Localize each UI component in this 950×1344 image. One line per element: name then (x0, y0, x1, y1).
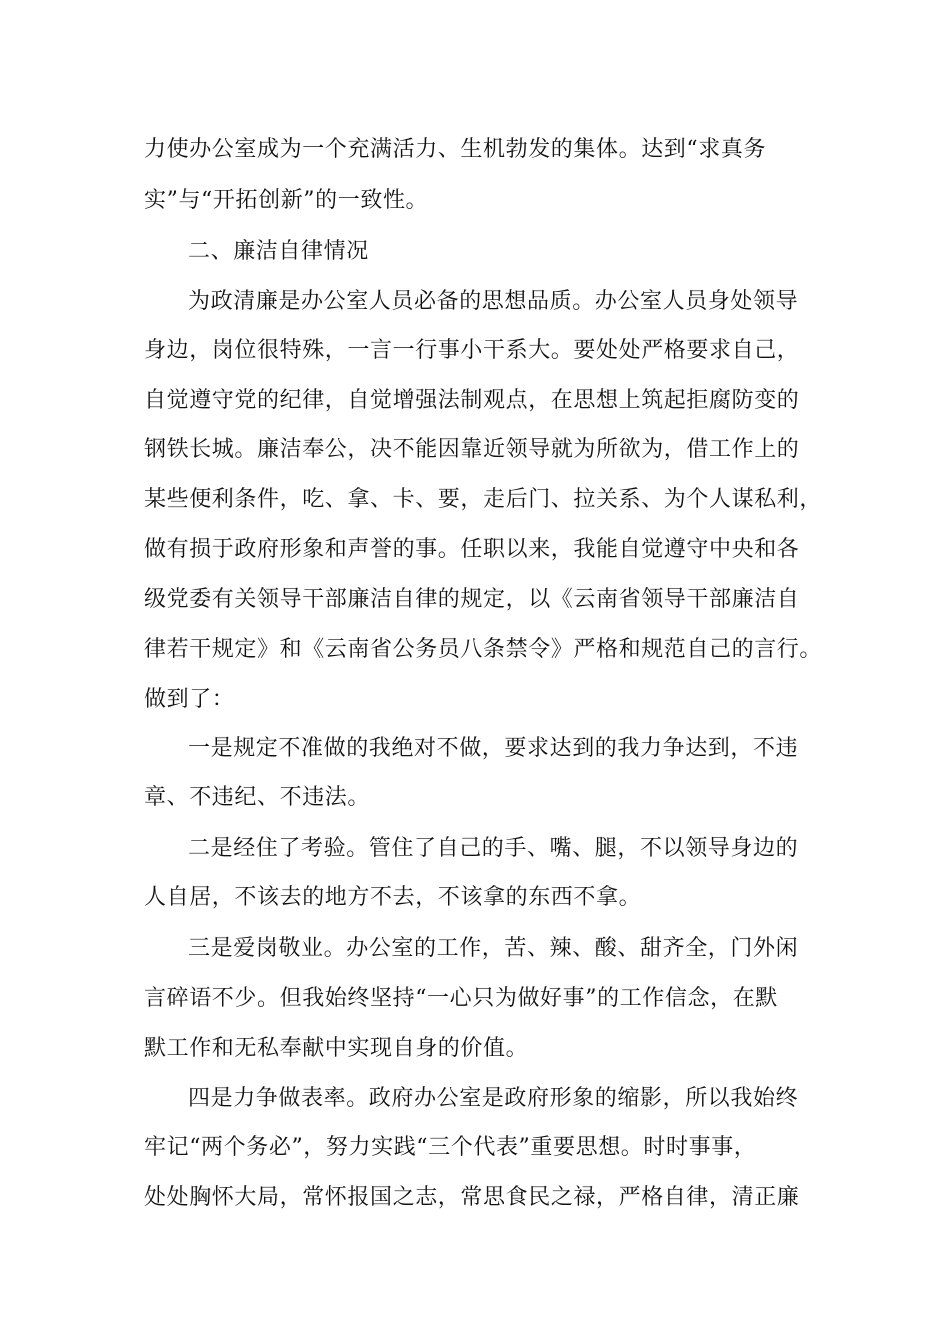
text-line: 人自居，不该去的地方不去，不该拿的东西不拿。 (144, 885, 642, 910)
text-line: 一是规定不准做的我绝对不做，要求达到的我力争达到，不违 (188, 736, 799, 761)
text-line: 处处胸怀大局，常怀报国之志，常思食民之禄，严格自律，清正廉 (144, 1185, 800, 1210)
text-line: 言碎语不少。但我始终坚持“一心只为做好事”的工作信念，在默 (144, 986, 778, 1011)
text-line: 钢铁长城。廉洁奉公，决不能因靠近领导就为所欲为，借工作上的 (144, 437, 800, 462)
text-line: 二是经住了考验。管住了自己的手、嘴、腿，不以领导身边的 (188, 836, 799, 861)
text-line: 级党委有关领导干部廉洁自律的规定，以《云南省领导干部廉洁自 (144, 587, 800, 612)
text-line: 牢记“两个务必”，努力实践“三个代表”重要思想。时时事事， (144, 1135, 757, 1160)
text-line: 身边，岗位很特殊，一言一行事小干系大。要处处严格要求自己， (144, 338, 800, 363)
text-line: 三是爱岗敬业。办公室的工作，苦、辣、酸、甜齐全，门外闲 (188, 936, 799, 961)
text-line: 实”与“开拓创新”的一致性。 (144, 188, 429, 213)
text-line: 章、不违纪、不违法。 (144, 785, 371, 810)
text-line: 做到了： (144, 687, 235, 712)
section-heading: 二、廉洁自律情况 (188, 239, 369, 264)
text-line: 做有损于政府形象和声誉的事。任职以来，我能自觉遵守中央和各 (144, 537, 800, 562)
text-line: 为政清廉是办公室人员必备的思想品质。办公室人员身处领导 (188, 289, 799, 314)
text-line: 某些便利条件，吃、拿、卡、要，走后门、拉关系、为个人谋私利， (144, 487, 823, 512)
text-line: 四是力争做表率。政府办公室是政府形象的缩影，所以我始终 (188, 1086, 799, 1111)
text-line: 默工作和无私奉献中实现自身的价值。 (144, 1036, 529, 1061)
text-line: 力使办公室成为一个充满活力、生机勃发的集体。达到“求真务 (144, 137, 767, 162)
text-line: 律若干规定》和《云南省公务员八条禁令》严格和规范自己的言行。 (144, 637, 823, 662)
text-line: 自觉遵守党的纪律，自觉增强法制观点，在思想上筑起拒腐防变的 (144, 388, 800, 413)
